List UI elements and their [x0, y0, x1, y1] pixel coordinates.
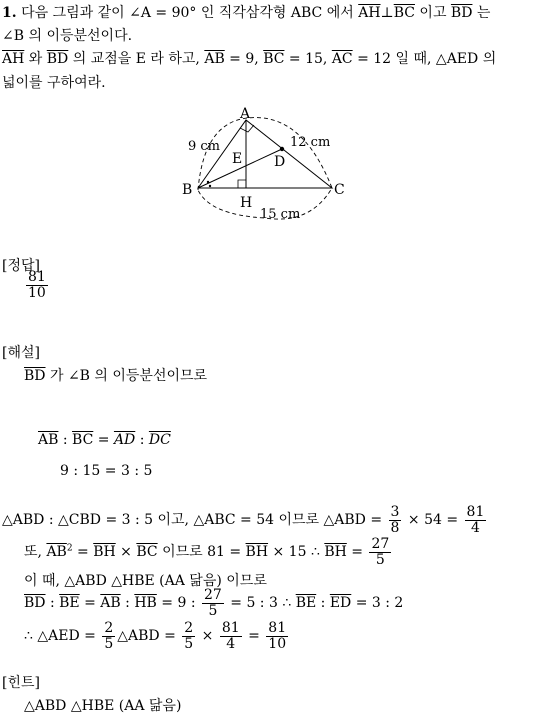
answer-fraction: $\frac{81}{10}$ [28, 269, 46, 301]
solution-label: [해설] [2, 345, 40, 361]
problem-line-4: 넓이를 구하여라. [2, 75, 106, 91]
solution-area: △ABD : △CBD = 3 : 5 이고, △ABC = 54 이므로 △ABD = $\frac{3}{8}$ × 54 = $\frac{81}{4}$ [2, 504, 485, 536]
solution-be-ratio: $\overline{BD}$ : $\overline{BE} = \overline{AB}$ : $\overline{HB} = 9$ : $\frac{27}{5}$ = 5 : 3 ∴ $\overline{BE}$ : $\overline{ED} = 3$ : 2 [24, 587, 404, 619]
problem-line-1: 1. 다음 그림과 같이 ∠A = 90° 인 직각삼각형 ABC 에서 $\overline{AH}\perp\overline{BC}$ 이고 $\overline{BD}$ 는 [2, 5, 491, 21]
angle-dot-1 [207, 181, 209, 183]
solution-ratio: $\overline{AB}$ : $\overline{BC} = \overline{AD}$ : $\overline{DC}$ [38, 432, 171, 448]
dashed-arc [198, 118, 332, 220]
solution-bh: 또, $\overline{AB}^2 = \overline{BH} \times \overline{BC}$ 이므로 $81 = \overline{BH} \times 15$ ∴ $\overline{BH}$ = $\frac{27}{5}$ [24, 536, 390, 568]
problem-line-2: ∠B 의 이등분선이다. [2, 28, 133, 44]
label-ac-length: 12 cm [290, 135, 331, 150]
label-a: A [240, 106, 251, 122]
solution-aed: ∴ △AED = $\frac{2}{5}$ △ABD = $\frac{2}{5}$ × $\frac{81}{4}$ = $\frac{81}{10}$ [24, 620, 287, 652]
solution-similar: 이 때, △ABD △HBE (AA 닮음) 이므로 [24, 573, 267, 589]
solution-line-1: $\overline{BD}$ 가 ∠B 의 이등분선이므로 [24, 368, 208, 384]
label-h: H [240, 195, 253, 211]
label-b: B [182, 182, 193, 198]
label-d: D [274, 154, 286, 170]
angle-dot-2 [209, 185, 211, 187]
solution-ratio-2: 9 : 15 = 3 : 5 [60, 463, 153, 479]
hint-text: △ABD △HBE (AA 닮음) [24, 698, 182, 714]
triangle-figure [170, 100, 370, 225]
label-e: E [232, 151, 243, 167]
problem-number: 1. [2, 5, 17, 21]
label-bc-length: 15 cm [260, 207, 301, 222]
label-ab-length: 9 cm [188, 139, 221, 154]
point-d [280, 147, 284, 151]
problem-line-3: $\overline{AH}$ 와 $\overline{BD}$ 의 교점을 E 라 하고, $\overline{AB} = 9$, $\overline{BC} = 15$, $\overline{AC} = 12$ 일 때, △AED 의 [2, 51, 497, 67]
answer-label: [정답] [2, 258, 40, 274]
right-angle-mark-h [238, 180, 246, 188]
triangle-abc [198, 120, 332, 188]
label-c: C [334, 182, 345, 198]
hint-label: [힌트] [2, 675, 40, 691]
